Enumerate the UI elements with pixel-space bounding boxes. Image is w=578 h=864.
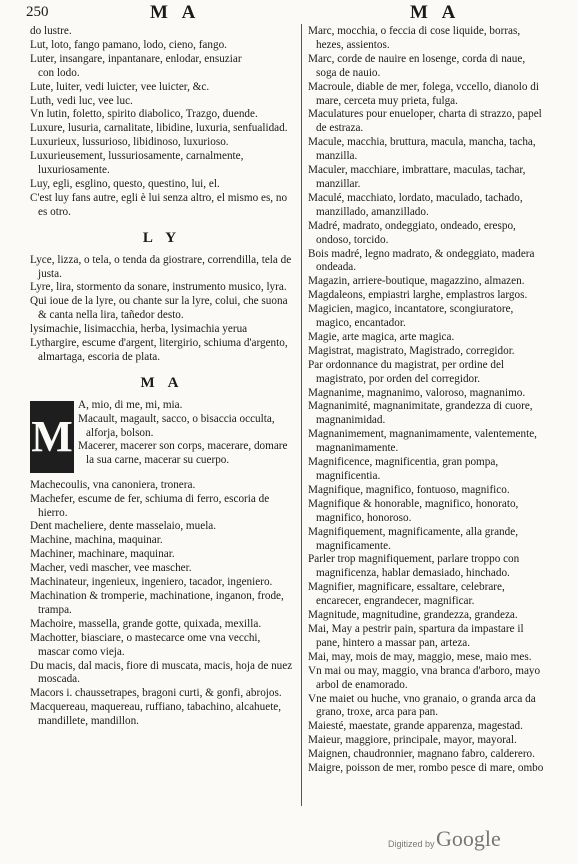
dictionary-entry: Machine, machina, maquinar. [30, 534, 163, 547]
dictionary-entry: Magistrat, magistrato, Magistrado, corregidor. [308, 344, 515, 357]
dictionary-entry: Machination & tromperie, machinatione, inganon, frode, trampa. [30, 590, 284, 616]
dictionary-entry: Macerer, macerer son corps, macerare, domare la sua carne, macerar su cuerpo. [78, 440, 288, 467]
dictionary-entry: Maieur, maggiore, principale, mayor, mayoral. [308, 734, 517, 747]
dictionary-entry: Lute, luiter, vedi luicter, vee luicter, &c. [30, 80, 210, 93]
right-column [308, 25, 546, 776]
left-column [30, 25, 294, 729]
dictionary-entry: Magicien, magico, incantatore, scongiuratore, magico, encantador. [308, 303, 514, 330]
digitization-watermark [0, 826, 578, 864]
dictionary-entry: Luy, egli, esglino, questo, questino, lui, el. [30, 177, 220, 190]
dictionary-entry: Maignen, chaudronnier, magnano fabro, calderero. [308, 748, 535, 761]
dictionary-entry: Maigre, poisson de mer, rombo pesce di mare, ombo [308, 762, 544, 775]
dictionary-entry: Magnanimité, magnanimitate, grandezza di cuore, magnanimidad. [308, 400, 533, 427]
dictionary-entry: Macroule, diable de mer, folega, vccello, dianolo di mare, cerceta muy prieta, fulga. [308, 80, 539, 107]
dictionary-entry: Lut, loto, fango pamano, lodo, cieno, fango. [30, 38, 227, 51]
dictionary-entry: Luxurieusement, lussuriosamente, carnalmente, luxuriosamente. [30, 150, 244, 177]
dictionary-entry: Magie, arte magica, arte magica. [308, 330, 455, 343]
dictionary-entry: Lythargire, escume d'argent, litergirio, schiuma d'argento, almartaga, escoria de plata. [30, 337, 288, 363]
running-head-right: M A [410, 2, 461, 23]
dictionary-entry: Par ordonnance du magistrat, per ordine del magistrato, por orden del corregidor. [308, 358, 505, 385]
dictionary-entry: Macher, vedi mascher, vee mascher. [30, 562, 192, 575]
dictionary-entry: Parler trop magnifiquement, parlare troppo con magnificenza, hablar demasiado, hinchado. [308, 553, 520, 580]
dictionary-entry: Magnifiquement, magnificamente, alla grande, magnificamente. [308, 525, 518, 552]
dictionary-entry: Magnifier, magnificare, essaltare, celebrare, encarecer, engrandecer, magnificar. [308, 581, 505, 608]
dictionary-entry: Machecoulis, vna canoniera, tronera. [30, 478, 196, 491]
dictionary-entry: Vn lutin, foletto, spirito diabolico, Trazgo, duende. [30, 108, 258, 121]
running-head-left: M A [150, 2, 201, 23]
entry-block-ma [30, 479, 294, 729]
column-divider [301, 24, 302, 806]
dictionary-entry: Machefer, escume de fer, schiuma di ferro, escoria de hierro. [30, 492, 270, 519]
dictionary-entry: Maiesté, maestate, grande apparenza, magestad. [308, 720, 523, 733]
dictionary-entry: Macors i. chaussetrapes, bragoni curti, & gonfi, abrojos. [30, 687, 282, 700]
dictionary-entry: Lyre, lira, stormento da sonare, instrumento musico, lyra. [30, 281, 287, 294]
dictionary-entry: Maculer, macchiare, imbrattare, maculas, tachar, manzillar. [308, 164, 526, 190]
dictionary-entry: Magnitude, magnitudine, grandezza, grandeza. [308, 609, 518, 622]
dictionary-entry: Magazin, arriere-boutique, magazzino, almazen. [308, 275, 525, 288]
dictionary-entry: Maculé, macchiato, lordato, maculado, tachado, manzillado, amanzillado. [308, 191, 523, 218]
dictionary-entry: Vne maiet ou huche, vno granaio, o granda arca da grano, troxe, arca para pan. [308, 692, 536, 719]
dictionary-entry: A, mio, di me, mi, mia. [78, 398, 183, 411]
dictionary-entry: Marc, mocchia, o feccia di cose liquide, borras, hezes, assientos. [308, 25, 521, 51]
dictionary-entry: Macault, magault, sacco, o bisaccia occulta, alforja, bolson. [78, 412, 275, 439]
google-logo: Google [436, 826, 501, 851]
dictionary-entry: Lyce, lizza, o tela, o tenda da giostrare, correndilla, tela de justa. [30, 253, 292, 280]
dropcap-block [30, 399, 294, 479]
dictionary-entry: Machotter, biasciare, o mastecarce ome vna vecchi, mascar como vieja. [30, 631, 261, 658]
dictionary-entry: Magnanime, magnanimo, valoroso, magnanimo. [308, 386, 526, 399]
dictionary-entry: Machiner, machinare, maquinar. [30, 548, 175, 561]
dictionary-entry: Maculatures pour enueloper, charta di strazzo, papel de estraza. [308, 108, 542, 135]
digitized-by-text: Digitized by [388, 839, 435, 849]
dictionary-entry: do lustre. [30, 25, 72, 37]
dictionary-entry: Magnificence, magnificentia, gran pompa, magnificentia. [308, 456, 499, 482]
page-header [0, 2, 578, 24]
dictionary-entry: Du macis, dal macis, fiore di muscata, macis, hoja de nuez moscada. [30, 659, 293, 686]
dictionary-entry: Marc, corde de nauire en losenge, corda di naue, soga de nauio. [308, 52, 526, 79]
dictionary-entry: Dent macheliere, dente masselaio, muela. [30, 520, 217, 533]
dictionary-entry: Luth, vedi luc, vee luc. [30, 94, 133, 107]
dictionary-entry: Machinateur, ingenieux, ingeniero, tacador, ingeniero. [30, 576, 273, 589]
dictionary-entry: Mai, may, mois de may, maggio, mese, maio mes. [308, 650, 532, 663]
dictionary-entry: C'est luy fans autre, egli è lui senza altro, el mismo es, no es otro. [30, 191, 288, 218]
entry-block-lu [30, 25, 294, 220]
dictionary-entry: Macquereau, maquereau, ruffiano, tabachino, alcahuete, mandillete, mandillon. [30, 701, 282, 728]
dictionary-entry: Qui ioue de la lyre, ou chante sur la lyre, colui, che suona & canta nella lira, tañedor desto. [30, 295, 288, 322]
dictionary-entry: Machoire, massella, grande gotte, quixada, mexilla. [30, 617, 262, 630]
dictionary-entry: Magdaleons, empiastri larghe, emplastros largos. [308, 289, 528, 302]
section-heading-ma: M A [140, 374, 184, 391]
dictionary-entry: Magnifique & honorable, magnifico, honorato, magnifico, honoroso. [308, 497, 519, 524]
dictionary-entry: Luxurieux, lussurioso, libidinoso, luxurioso. [30, 136, 229, 149]
section-heading-ly: L Y [142, 229, 182, 246]
dictionary-entry: Magnanimement, magnanimamente, valentemente, magnanimamente. [308, 428, 537, 455]
dictionary-entry: Mai, May a pestrir pain, spartura da impastare il pane, hintero a massar pan, arteza. [308, 622, 524, 649]
dictionary-entry: Luter, insangare, inpantanare, enlodar, ensuziar con lodo. [30, 52, 242, 79]
dictionary-entry: Bois madré, legno madrato, & ondeggiato, madera ondeada. [308, 247, 535, 274]
dictionary-entry: lysimachie, lisimacchia, herba, lysimachia yerua [30, 323, 248, 336]
dictionary-entry: Vn mai ou may, maggio, vna branca d'arboro, mayo arbol de enamorado. [308, 664, 541, 691]
entry-block-ly [30, 254, 294, 365]
dictionary-entry: Luxure, lusuria, carnalitate, libidine, luxuria, senfualidad. [30, 122, 288, 135]
page-number: 250 [26, 4, 49, 20]
dictionary-entry: Macule, macchia, bruttura, macula, mancha, tacha, manzilla. [308, 136, 536, 163]
decorated-initial: M [30, 401, 74, 473]
dictionary-entry: Madré, madrato, ondeggiato, ondeado, erespo, ondoso, torcido. [308, 219, 516, 246]
dictionary-entry: Magnifique, magnifico, fontuoso, magnifico. [308, 483, 510, 496]
